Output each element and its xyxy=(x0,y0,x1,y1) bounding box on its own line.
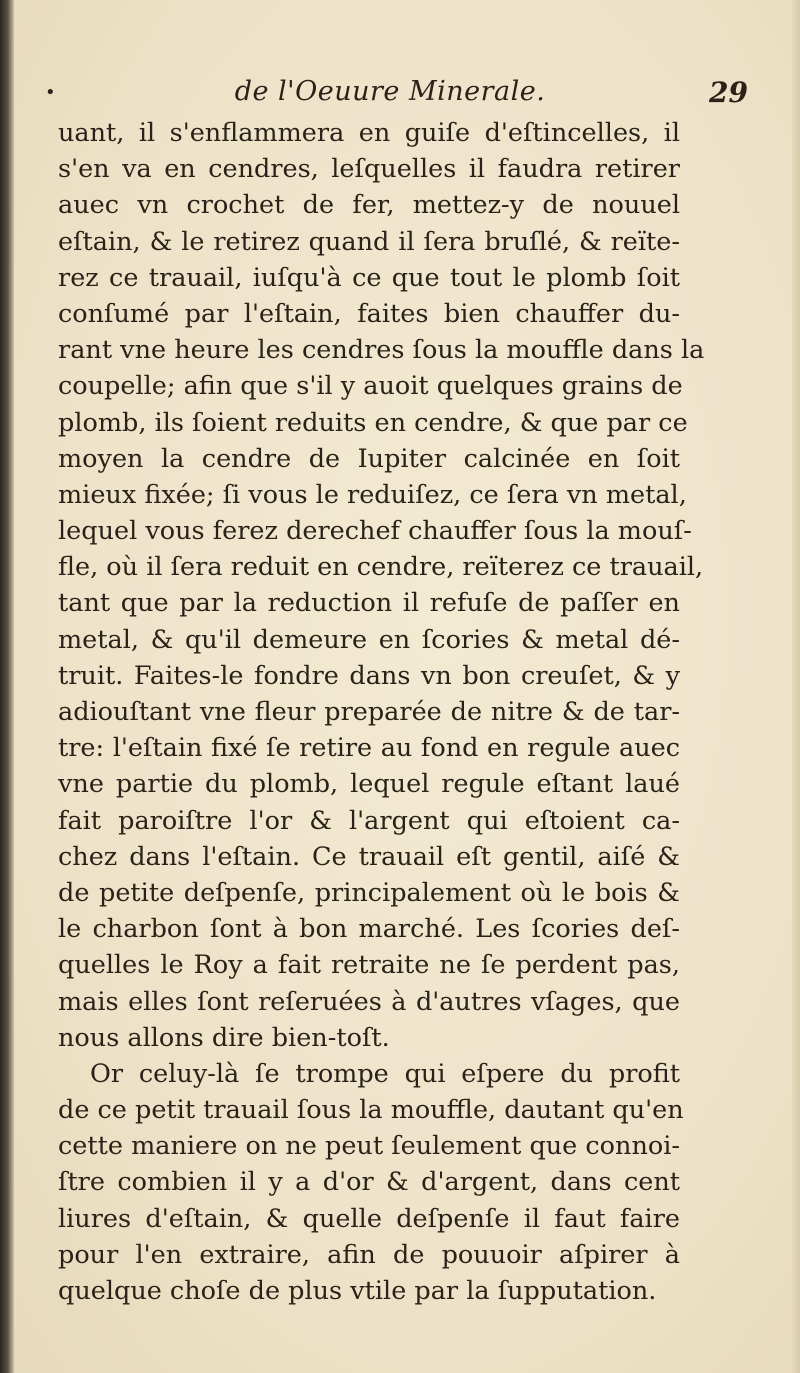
paragraph-end-line: nous allons dire bien-toſt. xyxy=(58,1022,390,1053)
text-line: le charbon ſont à bon marché. Les ſcories deſ- xyxy=(58,914,680,945)
text-line: conſumé par l'eſtain, faites bien chauffer du- xyxy=(58,298,680,329)
text-line: mais elles ſont reſeruées à d'autres vſages, que xyxy=(58,986,680,1017)
page-edge xyxy=(792,0,800,1373)
header-marker: • xyxy=(45,82,56,103)
text-line: quelles le Roy a fait retraite ne ſe perdent pas, xyxy=(58,950,680,981)
text-line: coupelle; afin que s'il y auoit quelques grains de xyxy=(58,371,683,402)
text-line: s'en va en cendres, leſquelles il faudra retirer xyxy=(58,154,680,185)
text-line: chez dans l'eſtain. Ce trauail eſt gentil, aiſé & xyxy=(58,841,680,872)
text-line: lequel vous ferez derechef chauffer ſous la mouſ- xyxy=(58,516,692,547)
text-line: rant vne heure les cendres ſous la mouffle dans la xyxy=(58,335,705,366)
text-line: vne partie du plomb, lequel regule eſtant laué xyxy=(58,769,680,800)
text-line: ſtre combien il y a d'or & d'argent, dans cent xyxy=(58,1167,680,1198)
text-line: truit. Faites-le fondre dans vn bon creuſet, & y xyxy=(58,660,680,691)
running-header xyxy=(40,76,748,112)
text-line: rez ce trauail, iuſqu'à ce que tout le plomb ſoit xyxy=(58,262,680,293)
text-line: adiouſtant vne fleur preparée de nitre & de tar- xyxy=(58,697,680,727)
text-line: cette maniere on ne peut ſeulement que connoi- xyxy=(58,1131,680,1162)
book-gutter-shadow xyxy=(0,0,14,1373)
text-line: eſtain, & le retirez quand il ſera bruſlé, & reïte- xyxy=(58,226,680,257)
text-line: tre: l'eſtain fixé ſe retire au fond en regule auec xyxy=(58,733,680,764)
body-text xyxy=(58,115,705,1309)
text-line: mieux fixée; ſi vous le reduiſez, ce ſera vn metal, xyxy=(58,479,687,510)
text-line: de ce petit trauail ſous la mouffle, dautant qu'en xyxy=(58,1095,684,1126)
text-line: metal, & qu'il demeure en ſcories & metal dé- xyxy=(58,624,680,655)
text-line: fait paroiſtre l'or & l'argent qui eſtoient ca- xyxy=(58,805,680,836)
text-line: tant que par la reduction il refuſe de paſſer en xyxy=(58,588,680,619)
paragraph-start-line: Or celuy-là ſe trompe qui eſpere du profit xyxy=(90,1058,680,1089)
text-line: moyen la cendre de Iupiter calcinée en ſoit xyxy=(58,443,680,474)
page-number: 29 xyxy=(709,76,748,109)
text-line: uant, il s'enflammera en guiſe d'eſtincelles, il xyxy=(58,118,680,148)
text-line: fle, où il ſera reduit en cendre, reïterez ce trauail, xyxy=(58,552,704,583)
text-line: auec vn crochet de fer, mettez-y de nouuel xyxy=(58,190,680,221)
running-title: de l'Oeuure Minerale. xyxy=(234,76,546,107)
text-line: liures d'eſtain, & quelle deſpenſe il faut faire xyxy=(58,1203,680,1234)
text-line: plomb, ils ſoient reduits en cendre, & que par ce xyxy=(58,407,688,438)
text-line: de petite deſpenſe, principalement où le bois & xyxy=(58,877,680,908)
text-line: pour l'en extraire, afin de pouuoir aſpirer à xyxy=(58,1239,680,1270)
text-line: quelque choſe de plus vtile par la ſupputation. xyxy=(58,1276,657,1306)
